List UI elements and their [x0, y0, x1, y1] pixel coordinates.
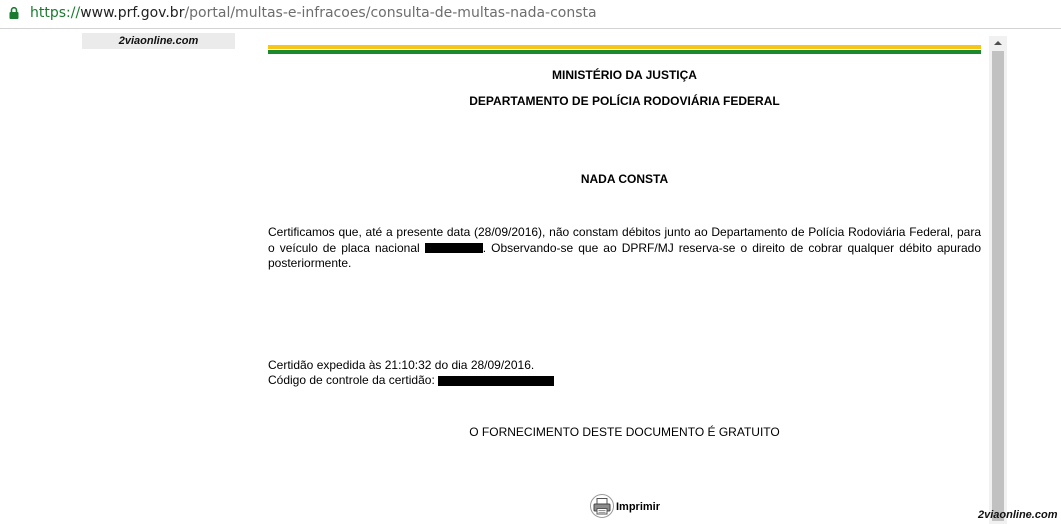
flag-green-band — [268, 50, 981, 54]
printer-icon — [590, 494, 614, 518]
certificate-text-part2: . Observando-se que ao DPRF/MJ reserva-se o direito de cobrar qualquer débito apurado posteriormente. — [268, 240, 981, 270]
watermark-bottom: 2viaonline.com — [978, 509, 1058, 521]
scrollbar[interactable] — [989, 36, 1007, 524]
url-host: www.prf.gov.br — [80, 5, 185, 21]
address-bar[interactable] — [0, 0, 1061, 29]
control-code-label: Código de controle da certidão: — [268, 373, 435, 387]
scroll-up-arrow-icon[interactable] — [989, 36, 1007, 50]
ministry-heading: MINISTÉRIO DA JUSTIÇA — [552, 68, 697, 82]
plate-redaction — [425, 243, 483, 253]
certificate-text — [268, 225, 981, 272]
print-label[interactable]: Imprimir — [616, 501, 661, 513]
watermark-top: 2viaonline.com — [82, 33, 235, 49]
url-text[interactable] — [30, 5, 597, 21]
url-scheme: https:// — [30, 5, 81, 21]
control-code-line — [268, 373, 554, 387]
document-title: NADA CONSTA — [580, 172, 669, 186]
url-path: /portal/multas-e-infracoes/consulta-de-multas-nada-consta — [184, 5, 597, 21]
certificate-text-part1: Certificamos que, até a presente data (28/09/2016), não constam débitos junto ao Departamento de Polícia Rodoviária Federal, para o veículo de placa nacional — [268, 225, 981, 255]
issued-line: Certidão expedida às 21:10:32 do dia 28/09/2016. — [268, 358, 535, 372]
lock-icon — [9, 7, 19, 19]
scrollbar-thumb[interactable] — [992, 51, 1004, 521]
control-code-redaction — [438, 376, 554, 386]
free-notice: O FORNECIMENTO DESTE DOCUMENTO É GRATUITO — [469, 425, 780, 439]
department-heading: DEPARTAMENTO DE POLÍCIA RODOVIÁRIA FEDERAL — [469, 94, 780, 108]
flag-stripe — [268, 45, 981, 55]
